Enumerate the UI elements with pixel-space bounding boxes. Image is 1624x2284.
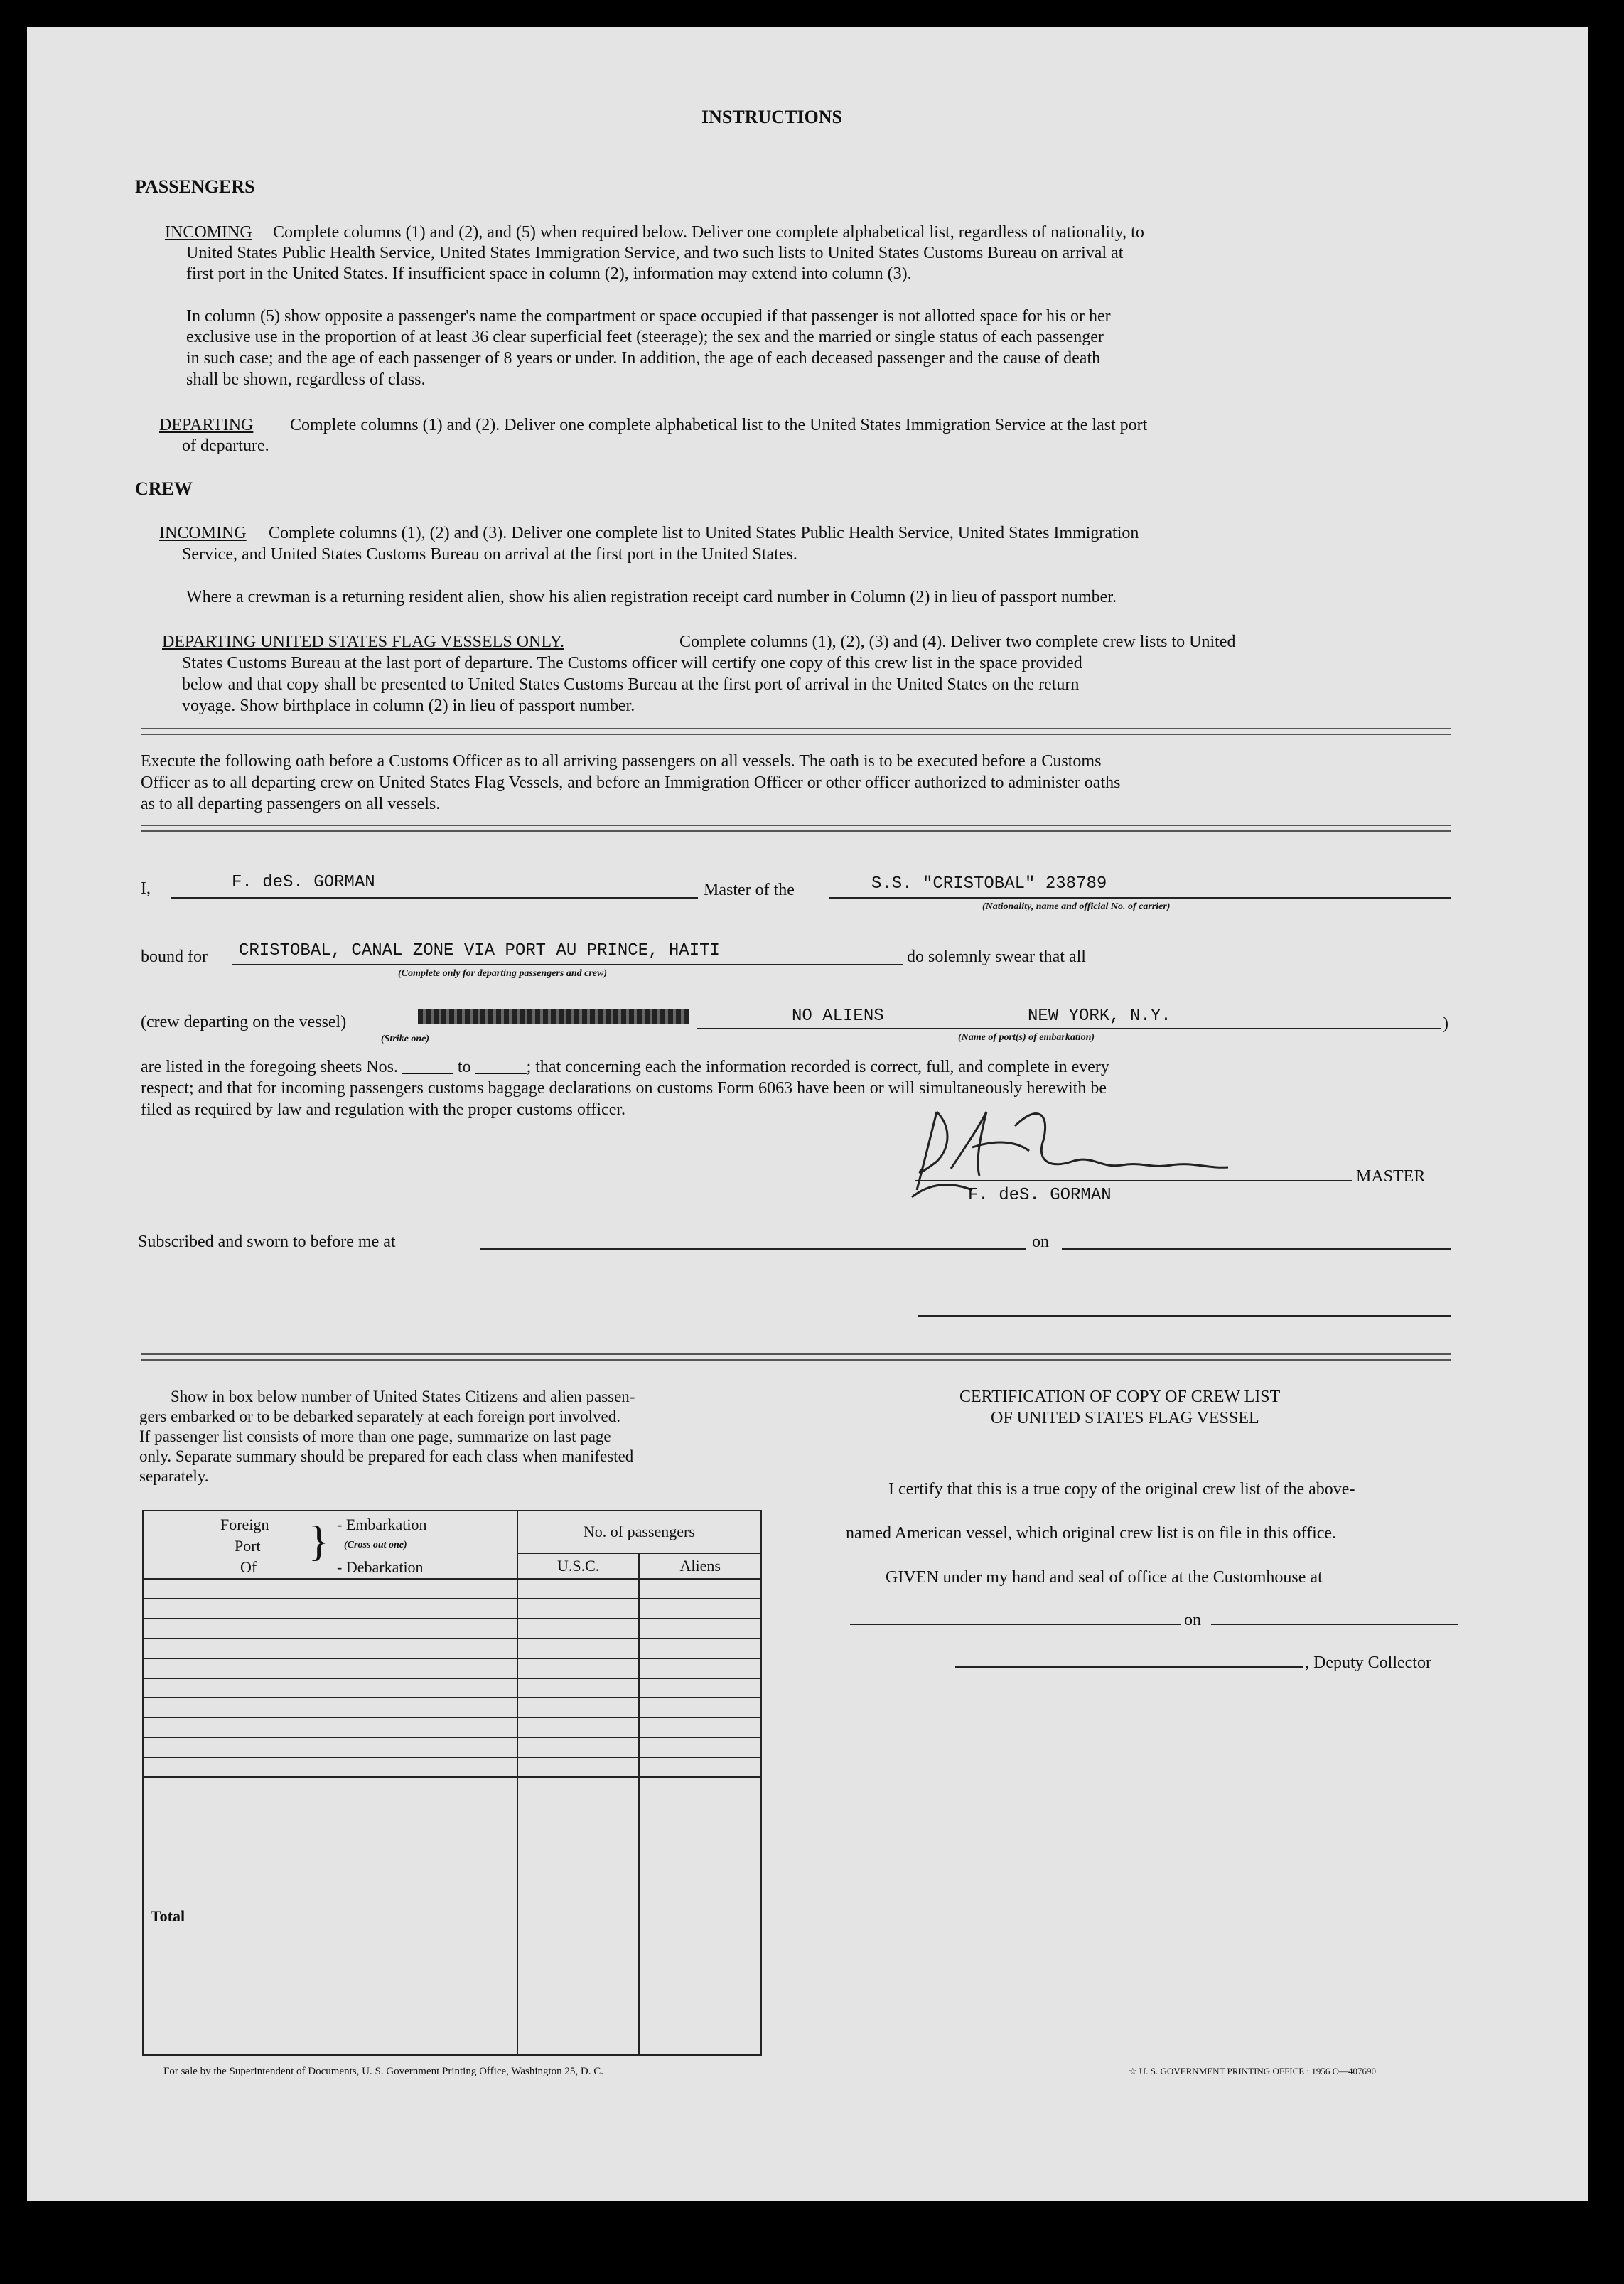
port-underline [697, 1028, 1441, 1029]
usc-total-cell[interactable] [517, 1777, 640, 2055]
port-caption: (Name of port(s) of embarkation) [958, 1032, 1095, 1043]
certification-on-label: on [1184, 1611, 1201, 1629]
column5-line-2: exclusive use in the proportion of at least 36 clear superficial feet (steerage); the sex and the married or single status of each passenger [186, 328, 1104, 346]
usc-cell[interactable] [517, 1639, 640, 1658]
summary-instructions-line-5: separately. [139, 1467, 209, 1485]
destination-underline [232, 964, 903, 965]
embarkation-port-field[interactable]: NEW YORK, N.Y. [1028, 1007, 1171, 1026]
instructions-heading: INSTRUCTIONS [701, 107, 842, 127]
embarkation-option[interactable]: - Embarkation [337, 1516, 427, 1533]
port-header-cell [143, 1511, 517, 1579]
aliens-cell[interactable] [639, 1639, 761, 1658]
certification-date-line[interactable] [1211, 1624, 1458, 1625]
usc-cell[interactable] [517, 1678, 640, 1698]
column5-line-4: shall be shown, regardless of class. [186, 370, 426, 389]
officer-signature-line[interactable] [918, 1315, 1451, 1317]
passengers-heading: PASSENGERS [135, 176, 255, 197]
aliens-cell[interactable] [639, 1757, 761, 1777]
oath-closing-line-3: filed as required by law and regulation with the proper customs officer. [141, 1100, 626, 1119]
deputy-collector-label: , Deputy Collector [1305, 1653, 1431, 1672]
crew-incoming-line-1: Complete columns (1), (2) and (3). Deliver one complete list to United States Public Health Service, United States Immigration [269, 524, 1139, 542]
crew-incoming-label: INCOMING [159, 524, 247, 542]
struck-out-text [418, 1009, 689, 1024]
port-cell[interactable] [143, 1678, 517, 1698]
aliens-cell[interactable] [639, 1579, 761, 1599]
passengers-incoming-line-3: first port in the United States. If insufficient space in column (2), information may extend into column (3). [186, 264, 912, 283]
oath-instructions-line-2: Officer as to all departing crew on United States Flag Vessels, and before an Immigration Officer or other officer authorized to administer oaths [141, 773, 1121, 792]
column5-line-1: In column (5) show opposite a passenger's name the compartment or space occupied if that passenger is not allotted space for his or her [186, 307, 1111, 326]
usc-cell[interactable] [517, 1658, 640, 1678]
certification-line-2: named American vessel, which original crew list is on file in this office. [846, 1524, 1337, 1543]
crew-incoming-line-2: Service, and United States Customs Bureau on arrival at the first port in the United States. [182, 545, 797, 564]
aliens-column-header: Aliens [639, 1553, 761, 1579]
master-of-label: Master of the [704, 881, 795, 899]
strike-caption: (Strike one) [381, 1034, 430, 1044]
aliens-cell[interactable] [639, 1717, 761, 1737]
certification-line-3: GIVEN under my hand and seal of office at the Customhouse at [886, 1568, 1323, 1587]
crew-heading: CREW [135, 478, 193, 499]
foreign-label: Foreign [220, 1516, 269, 1533]
usc-cell[interactable] [517, 1757, 640, 1777]
subscribed-label: Subscribed and sworn to before me at [138, 1233, 396, 1251]
vessel-field[interactable]: S.S. "CRISTOBAL" 238789 [871, 874, 1107, 894]
port-close-paren: ) [1443, 1014, 1448, 1033]
crew-departing-label: (crew departing on the vessel) [141, 1013, 347, 1031]
of-label: Of [240, 1558, 257, 1576]
master-label: MASTER [1356, 1167, 1426, 1186]
port-cell[interactable] [143, 1599, 517, 1619]
separator-rule [141, 1353, 1451, 1361]
aliens-cell[interactable] [639, 1658, 761, 1678]
certification-line-1: I certify that this is a true copy of the original crew list of the above- [888, 1480, 1355, 1498]
crew-departing-line-1: Complete columns (1), (2), (3) and (4). Deliver two complete crew lists to United [679, 633, 1236, 651]
master-name-underline [171, 897, 698, 899]
vessel-underline [829, 897, 1451, 899]
passengers-departing-line-1: Complete columns (1) and (2). Deliver one complete alphabetical list to the United States Immigration Service at the last port [290, 416, 1148, 434]
aliens-cell[interactable] [639, 1737, 761, 1757]
sworn-date-line[interactable] [1062, 1248, 1451, 1250]
crew-departing-line-2: States Customs Bureau at the last port of departure. The Customs officer will certify one copy of this crew list in the space provided [182, 654, 1082, 672]
separator-rule [141, 728, 1451, 735]
usc-cell[interactable] [517, 1698, 640, 1717]
oath-i-label: I, [141, 879, 151, 898]
usc-cell[interactable] [517, 1737, 640, 1757]
oath-instructions-line-1: Execute the following oath before a Customs Officer as to all arriving passengers on all vessels. The oath is to be executed before a Customs [141, 752, 1102, 771]
footer-left: For sale by the Superintendent of Documents, U. S. Government Printing Office, Washington 25, D. C. [163, 2066, 603, 2077]
port-cell[interactable] [143, 1717, 517, 1737]
oath-closing-line-1: are listed in the foregoing sheets Nos. ______ to ______; that concerning each the information recorded is correct, full, and complete in every [141, 1058, 1109, 1076]
aliens-cell[interactable] [639, 1678, 761, 1698]
deputy-collector-line[interactable] [955, 1666, 1303, 1668]
crew-departing-line-3: below and that copy shall be presented to United States Customs Bureau at the first port of arrival in the United States on the return [182, 675, 1080, 694]
crew-resident-line: Where a crewman is a returning resident alien, show his alien registration receipt card number in Column (2) in lieu of passport number. [186, 588, 1117, 606]
summary-instructions-line-2: gers embarked or to be debarked separately at each foreign port involved. [139, 1408, 620, 1425]
vessel-caption: (Nationality, name and official No. of carrier) [982, 901, 1171, 912]
summary-instructions-line-1: Show in box below number of United States Citizens and alien passen- [171, 1388, 635, 1405]
passengers-incoming-line-1: Complete columns (1) and (2), and (5) when required below. Deliver one complete alphabetical list, regardless of nationality, to [273, 223, 1144, 242]
brace-glyph: } [308, 1518, 329, 1565]
cross-out-note: (Cross out one) [344, 1540, 407, 1550]
sworn-on-label: on [1032, 1233, 1049, 1251]
separator-rule [141, 825, 1451, 832]
port-cell[interactable] [143, 1639, 517, 1658]
aliens-cell[interactable] [639, 1619, 761, 1639]
usc-cell[interactable] [517, 1619, 640, 1639]
footer-right: ☆ U. S. GOVERNMENT PRINTING OFFICE : 1956 O—407690 [1129, 2066, 1376, 2076]
port-label: Port [235, 1537, 261, 1555]
summary-instructions-line-4: only. Separate summary should be prepared for each class when manifested [139, 1447, 634, 1465]
usc-cell[interactable] [517, 1599, 640, 1619]
oath-instructions-line-3: as to all departing passengers on all vessels. [141, 795, 441, 813]
destination-field[interactable]: CRISTOBAL, CANAL ZONE VIA PORT AU PRINCE, HAITI [239, 941, 720, 960]
master-name-field[interactable]: F. deS. GORMAN [232, 873, 375, 892]
certification-title-2: OF UNITED STATES FLAG VESSEL [991, 1409, 1259, 1427]
port-cell[interactable] [143, 1579, 517, 1599]
bound-for-label: bound for [141, 948, 208, 966]
aliens-total-cell[interactable] [639, 1777, 761, 2055]
crew-departing-label: DEPARTING UNITED STATES FLAG VESSELS ONLY. [162, 633, 564, 651]
oath-closing-line-2: respect; and that for incoming passengers customs baggage declarations on customs Form 6063 have been or will simultaneously herewith be [141, 1079, 1107, 1098]
usc-column-header: U.S.C. [517, 1553, 640, 1579]
column5-line-3: in such case; and the age of each passenger of 8 years or under. In addition, the age of each deceased passenger and the cause of death [186, 349, 1101, 368]
aliens-cell[interactable] [639, 1698, 761, 1717]
aliens-field[interactable]: NO ALIENS [792, 1007, 884, 1026]
port-cell[interactable] [143, 1757, 517, 1777]
debarkation-option[interactable]: - Debarkation [337, 1558, 424, 1576]
passengers-incoming-line-2: United States Public Health Service, United States Immigration Service, and two such lists to United States Customs Bureau on arrival at [186, 244, 1124, 262]
usc-cell[interactable] [517, 1579, 640, 1599]
port-cell[interactable] [143, 1698, 517, 1717]
passenger-count-header: No. of passengers [517, 1511, 761, 1553]
signature-line [915, 1180, 1352, 1181]
usc-cell[interactable] [517, 1717, 640, 1737]
sworn-place-line[interactable] [480, 1248, 1026, 1250]
port-cell[interactable] [143, 1737, 517, 1757]
crew-departing-line-4: voyage. Show birthplace in column (2) in lieu of passport number. [182, 697, 635, 715]
destination-caption: (Complete only for departing passengers and crew) [398, 968, 607, 979]
summary-instructions-line-3: If passenger list consists of more than one page, summarize on last page [139, 1427, 611, 1445]
passengers-departing-line-2: of departure. [182, 436, 269, 455]
customhouse-line[interactable] [850, 1624, 1181, 1625]
port-cell[interactable] [143, 1658, 517, 1678]
certification-title-1: CERTIFICATION OF COPY OF CREW LIST [959, 1388, 1281, 1406]
aliens-cell[interactable] [639, 1599, 761, 1619]
port-cell[interactable] [143, 1619, 517, 1639]
passenger-summary-table [142, 1510, 762, 2056]
signature-name: F. deS. GORMAN [968, 1186, 1112, 1205]
total-label: Total [143, 1777, 517, 2055]
passengers-incoming-label: INCOMING [165, 223, 252, 242]
passengers-departing-label: DEPARTING [159, 416, 254, 434]
swear-text: do solemnly swear that all [907, 948, 1086, 966]
